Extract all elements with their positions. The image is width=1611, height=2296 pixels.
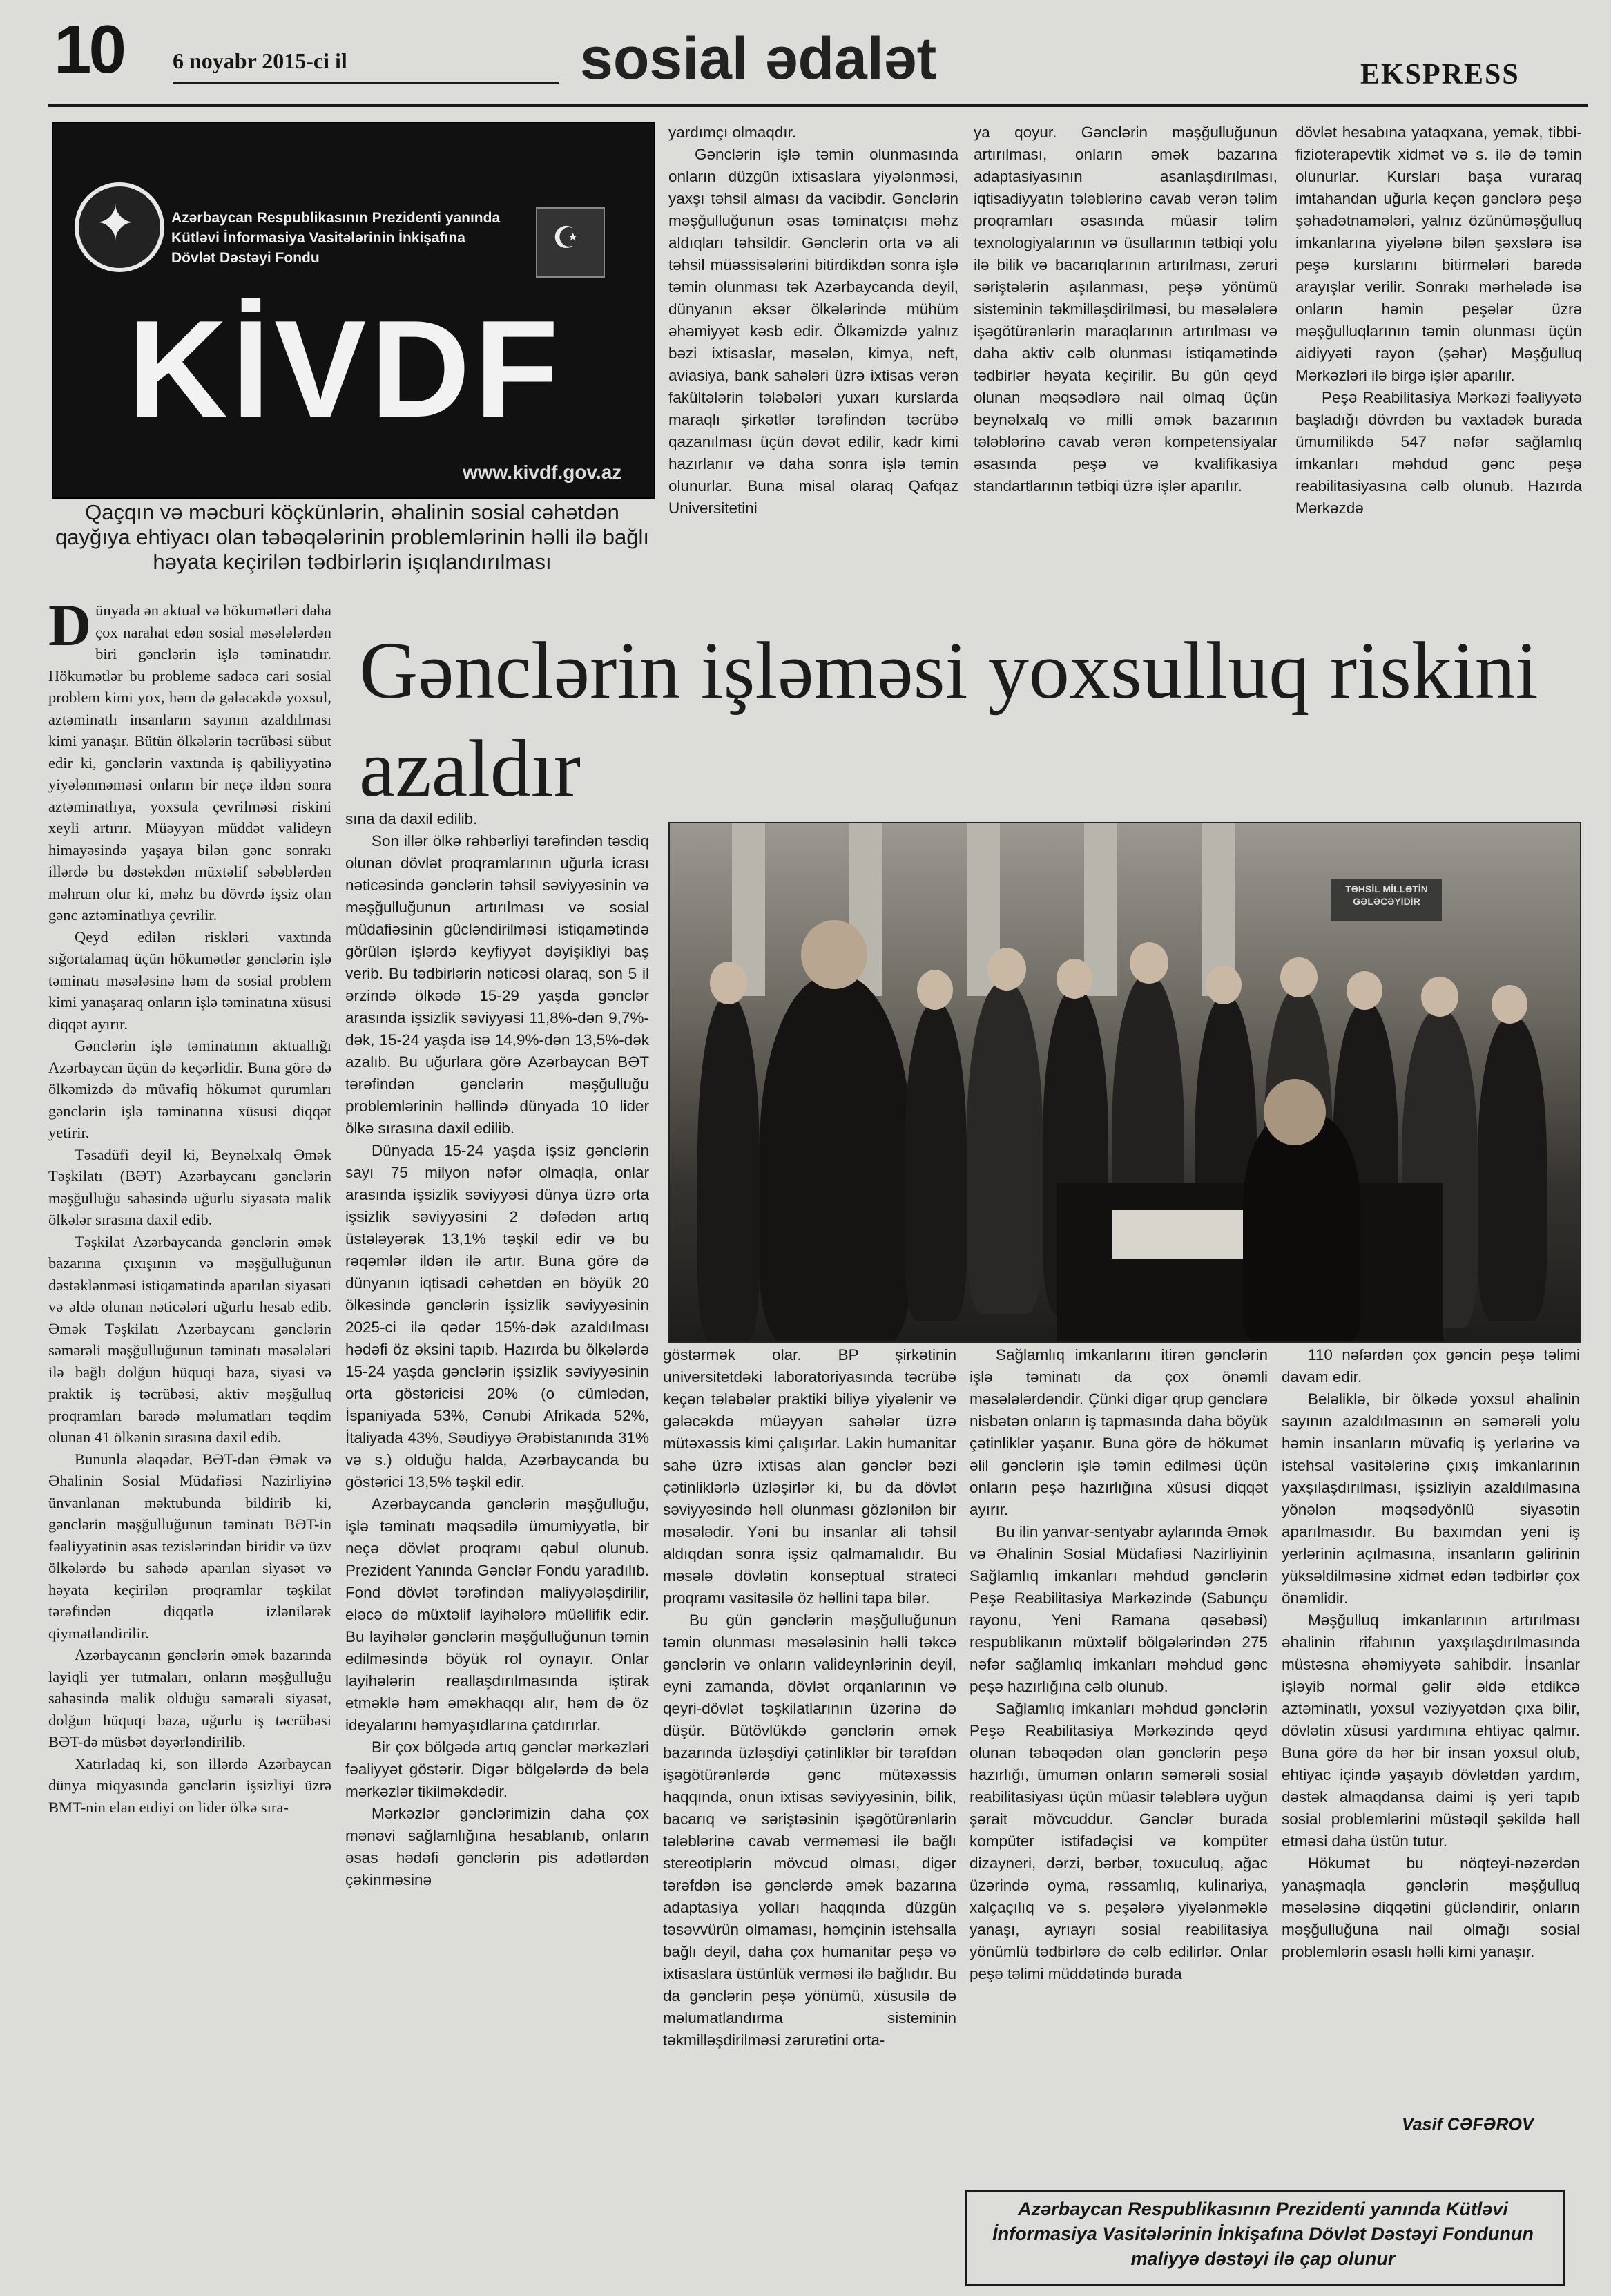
drop-cap: D: [48, 600, 92, 658]
paragraph: Qeyd edilən riskləri vaxtında sığortalamaq üçün hökumətlər gənclərin işlə təminatı məsələsinə həm də sosial problem kimi yanaşaraq onların işlə təminatına xüsusi diqqət ayırır.: [48, 928, 331, 1033]
paragraph: Hökumət bu nöqteyi-nəzərdən yanaşmaqla gənclərin məşğulluq məsələsinə diqqətini gücləndirir, onların məşğulluğuna nail olmağı sosial problemlərin əsaslı həlli kimi yanaşır.: [1282, 1855, 1580, 1960]
newspaper-name: EKSPRESS: [1360, 59, 1520, 90]
paragraph: 110 nəfərdən çox gəncin peşə təlimi davam edir.: [1282, 1346, 1580, 1386]
paragraph: Gənclərin işlə təmin olunmasında onların düzgün ixtisaslara yiyələnməsi, yaxşı təhsil alması da vacibdir. Gənclərin məşğulluğunun əsas təminatçısı məhz aldıqları təhsildir. Gənclərin orta və ali təhsil müəssisələrini bitirdikdən sonra işlə təmin olunması tək Azərbaycanda deyil, dünyanın əksər ölkələrində mühüm əhəmiyyət kəsb edir. Ölkəmizdə yalnız bəzi ixtisaslar, məsələn, kimya, neft, aviasiya, bank sahələri üzrə ixtisas verən fakültələrin tələbələri yuxarı kurslarda maraqlı şirkətlər tərəfindən təcrübə qazanılması üçün dəvət edilir, kadr kimi hazırlanır və daha sonra işlə təmin olunurlar. Buna misal olaraq Qafqaz Universitetini: [668, 146, 958, 517]
crescent-icon: ☪: [552, 220, 580, 256]
fund-name-line: Kütləvi İnformasiya Vasitələrinin İnkişafına: [171, 230, 465, 246]
paragraph: Xatırladaq ki, son illərdə Azərbaycan dünya miqyasında gənclərin işsizliyi üzrə BMT-nin elan etdiyi on lider ölkə sıra-: [48, 1754, 331, 1816]
paragraph: Təsadüfi deyil ki, Beynəlxalq Əmək Təşkilatı (BƏT) Azərbaycanı gənclərin məşğulluğu sahəsində uğurlu siyasətə malik ölkələr sırasına daxil edib.: [48, 1145, 331, 1228]
paragraph: Son illər ölkə rəhbərliyi tərəfindən təsdiq olunan dövlət proqramlarının uğurla icrası nəticəsində gənclərin təhsil səviyyəsinin və məşğulluğunun artırılması və sosial müdafiəsinin gücləndirilməsi istiqamətində görülən işlərdə keyfiyyət dəyişikliyi baş verib. Bu tədbirlərin nəticəsi olaraq, son 5 il ərzində ölkədə 15-29 yaşda gənclər arasında işsizlik səviyyəsi 11,8%-dən 9,7%-dək, 15-24 yaşda isə 14,9%-dən 13,5%-dək azalıb. Bu uğurlara görə Azərbaycan BƏT tərəfindən gənclərin məşğulluğu problemlərinin həllində dünyada 10 lider ölkə sırasına daxil edilib.: [345, 832, 649, 1137]
paragraph: Bir çox bölgədə artıq gənclər mərkəzləri fəaliyyət göstərir. Digər bölgələrdə də belə mərkəzlər tikilməkdədir.: [345, 1739, 649, 1800]
star-icon: ✦: [94, 194, 137, 252]
event-photo: [668, 822, 1581, 1343]
paragraph: göstərmək olar. BP şirkətinin universitetdəki laboratoriyasında təcrübə keçən tələbələr praktiki biliyə yiyələnir və gələcəkdə müəyyən sahələr üzrə mütəxəssis kimi çalışırlar. Lakin humanitar sahə üzrə ixtisas alan gənclər bəzi çətinliklərlə üzləşirlər ki, bu da dövlət səviyyəsində həll olunması gözlənilən bir məsələdir. Yəni bu insanlar ali təhsil aldıqdan sonra işsiz qalmamalıdır. Bu məsələ dövlətin konseptual strateci proqramı vasitəsilə öz həllini tapa bilər.: [663, 1346, 956, 1607]
article-column-5: [1282, 1344, 1580, 2111]
paragraph: Sağlamlıq imkanları məhdud gənclərin Peşə Reabilitasiya Mərkəzində qeyd olunan təbəqədən olan gənclərin peşə hazırlığı, ümumən onların səmərəli sosial reabilitasiyası üçün müasir tələblərə uyğun şərait mövcuddur. Gənclər burada kompüter istifadəçisi və kompüter dizayneri, dərzi, bərbər, toxuculuq, ağac üzərində oyma, rəssamlıq, kulinariya, xalçaçılıq və s. peşələrə yiyələnməklə yanaşı, ayrıayrı sosial reabilitasiya yönümlü tədbirlərə də cəlb edilirlər. Onlar peşə təlimi müddətində burada: [970, 1700, 1268, 1982]
header-divider: [48, 104, 1588, 107]
article-headline: Gənclərin işləməsi yoxsulluq riskini azaldır: [359, 625, 1538, 814]
fund-name-line: Dövlət Dəstəyi Fondu: [171, 250, 320, 266]
article-column-3-top: [974, 122, 1277, 605]
paragraph: Dünyada ən aktual və hökumətləri daha çox narahat edən sosial məsələlərdən biri gənclərin işlə təminatıdır. Hökumətlər bu probleme sadəcə cari sosial problem kimi yox, həm də gələcəkdə yoxsul, aztəminatlı insanların sayının azaldılması kimi yanaşır. Bütün ölkələrin təcrübəsi sübut edir ki, gənclərin vaxtında iş qabiliyyətinə yiyələnməməsi onların bir neçə ildən sonra aztəminatlıya, yoxsula çevrilməsi riskini xeyli artırır. Müəyyən müddət valideyn himayəsində yaşaya bilən gənc sonrakı illərdə bu dəstəkdən müxtəlif səbəblərdən məhrum olur ki, məhz bu dövrdə işsiz olan gənc aztəminatlıya çevrilir.: [48, 600, 331, 924]
article-column-1: [48, 600, 331, 2292]
page-number: 10: [54, 11, 124, 87]
paragraph: ya qoyur. Gənclərin məşğulluğunun artırılması, onların əmək bazarına adaptasiyasının asanlaşdırılması, iqtisadiyyatın tələblərinə cavab verən təlim proqramları əsasında müasir təlim texnologiyalarının və üsullarının tətbiqi yolu ilə bilik və bacarıqlarının artırılması, zəruri səriştələrin aşılanması, peşə yönümü sisteminin təkmilləşdirilməsi, bu məsələlərə işəgötürənlərin maraqlarının artırılması və daha aktiv cəlb olunması istiqamətində tədbirlər həyata keçirilir. Bu gün qeyd olunan məqsədlərə nail olmaq üçün beynəlxalq və milli əmək bazarının tələblərinə cavab verən kompetensiyalar əsasında peşə və kvalifikasiya standartlarının tətbiqi üzrə işlər aparılır.: [974, 124, 1277, 495]
paragraph: Beləliklə, bir ölkədə yoxsul əhalinin sayının azaldılmasının ən səmərəli yolu həmin insanların müvafiq iş yerlərinə və istehsal vasitələrinə çıxış imkanlarının yaxşılaşdırılması, işsizliyin azaldılmasına yönələn məqsədyönlü siyasətin aparılmasıdır. Bu baxımdan yeni iş yerlərinin açılmasına, insanların gəlirinin yüksəldilməsinə xidmət edən tədbirlər çox önəmlidir.: [1282, 1390, 1580, 1607]
paragraph: Məşğulluq imkanlarının artırılması əhalinin rifahının yaxşılaşdırılmasında müstəsna əhəmiyyətə sahibdir. İnsanlar işləyib normal gəlir əldə etdikcə aztəminatlı, yoxsul vəziyyətdən çıxa bilir, dövlətin xüsusi yardımına ehtiyac qalmır. Buna görə də hər bir insan yoxsul olub, ehtiyac içində yaşayıb dövlətdən yardım, dəstək almaqdansa daimi iş yeri tapıb sosial problemlərini müstəqil şəkildə həll etməsi daha üstün tutur.: [1282, 1611, 1580, 1850]
paragraph: Bu gün gənclərin məşğulluğunun təmin olunması məsələsinin həlli təkcə gənclərin və onların valideynlərinin deyil, eyni zamanda, dövlət orqanlarının və qeyri-dövlət təşkilatlarının üzərinə də düşür. Bütövlükdə gənclərin əmək bazarında üzləşdiyi çətinliklər bir tərəfdən işəgötürənlərdə gənc mütəxəssis haqqında, onun ixtisas səviyyəsinin, bilik, bacarıq və səriştəsinin işəgötürənlərin tələblərinə cavab verməməsi ilə bağlı stereotiplərin mövcud olması, digər tərəfdən isə gənclərdə əmək bazarına adaptasiya yolları haqqında düzgün təsəvvürün olmaması, həmçinin istehsalla bağlı deyil, daha çox humanitar peşə və ixtisaslara üstünlük verməsi ilə bağlıdır. Bu da gənclərin peşə yönümü, xüsusilə də məlumatlandırma sisteminin təkmilləşdirilməsi zərurətini orta-: [663, 1611, 956, 2049]
photo-banner-sign: TƏHSİL MİLLƏTİN GƏLƏCƏYİDİR: [1331, 879, 1442, 921]
paragraph: dövlət hesabına yataqxana, yemək, tibbi-fizioterapevtik xidmət və s. ilə də təmin olunurlar. Kursları başa vuraraq imtahandan uğurla keçən gənclərə peşə şəhadətnamələri, yalnız özünüməşğulluq imkanlarına yiyələnə bilən şəxslərə isə peşə kurslarını bitirmələri barədə arayışlar verilir. Sonrakı mərhələdə isə onların həmin peşələr üzrə məşğulluqlarının təmin olunması üçün aidiyyəti rayon (şəhər) Məşğulluq Mərkəzləri ilə birgə işlər aparılır.: [1295, 124, 1582, 384]
paragraph: Peşə Reabilitasiya Mərkəzi fəaliyyətə başladığı dövrdən bu vaxtadək burada ümumilikdə 547 nəfər sağlamlıq imkanları məhdud gənc peşə reabilitasiyasına cəlb olunub. Hazırda Mərkəzdə: [1295, 389, 1582, 517]
paragraph: Mərkəzlər gənclərimizin daha çox mənəvi sağlamlığına hesablanıb, onların əsas hədəfi gənclərin pis adətlərdən çəkinməsinə: [345, 1805, 649, 1888]
article-column-4: [970, 1344, 1268, 2111]
author-byline: Vasif CƏFƏROV: [1402, 2115, 1534, 2134]
paragraph: yardımçı olmaqdır.: [668, 124, 797, 141]
article-column-4-top: [1295, 122, 1582, 619]
article-column-2: [345, 808, 649, 2293]
paragraph: Bu ilin yanvar-sentyabr aylarında Əmək və Əhalinin Sosial Müdafiəsi Nazirliyinin Sağlamlıq imkanları məhdud gənclərin Peşə Reabilitasiya Mərkəzində (Sabunçu rayonu, Yeni Ramana qəsəbəsi) respublikanın müxtəlif bölgələrindən 275 nəfər sağlamlıq imkanları məhdud gənc peşə hazırlığına cəlb olunub.: [970, 1523, 1268, 1695]
sponsor-note: Azərbaycan Respublikasının Prezidenti yanında Kütləvi İnformasiya Vasitələrinin İnkişafına Dövlət Dəstəyi Fondunun maliyyə dəstəyi ilə çap olunur: [992, 2199, 1534, 2269]
header-rule: [173, 82, 559, 84]
paragraph: Gənclərin işlə təminatının aktuallığı Azərbaycan üçün də keçərlidir. Buna görə də ölkəmizdə də müvafiq hökumət qurumları gənclərin işlə təminatına xüsusi diqqət yetirir.: [48, 1037, 331, 1141]
logo-caption: Qaçqın və məcburi köçkünlərin, əhalinin sosial cəhətdən qayğıya ehtiyacı olan təbəqələrinin problemlərinin həlli ilə bağlı həyata keçirilən tədbirlərin işıqlandırılması: [55, 500, 649, 574]
paragraph: Sağlamlıq imkanlarını itirən gənclərin işlə təminatı da çox önəmli məsələlərdəndir. Çünki digər qrup gənclərə nisbətən onların iş tapmasında daha böyük çətinliklər yaşanır. Buna görə də hökumət əlil gənclərin işlə təmin edilməsi üçün onların peşə hazırlığına xüsusi diqqət ayırır.: [970, 1346, 1268, 1518]
paragraph: Bununla əlaqədar, BƏT-dən Əmək və Əhalinin Sosial Müdafiəsi Nazirliyinə ünvanlanan məktubunda bildirib ki, gənclərin məşğulluğunun təminatı BƏT-in fəaliyyətinin əsas tezislərindən biridir və üzv ölkələrdə bu sahədə aparılan siyasət və həyata keçirilən proqramlar təşkilat tərəfindən diqqətlə izlənilərək qiymətləndirilir.: [48, 1450, 331, 1642]
fund-name-line: Azərbaycan Respublikasının Prezidenti yanında: [171, 210, 501, 226]
issue-date: 6 noyabr 2015-ci il: [173, 48, 347, 73]
section-title: sosial ədalət: [580, 26, 937, 92]
article-column-2-top: [668, 122, 958, 605]
logo-url: www.kivdf.gov.az: [463, 461, 622, 483]
article-column-3: [663, 1344, 956, 2293]
paragraph: Azərbaycanda gənclərin məşğulluğu, işlə təminatı məqsədilə ümumiyyətlə, bir neçə dövlət proqramı qəbul olunub. Prezident Yanında Gənclər Fondu yaradılıb. Fond dövlət tərəfindən maliyyələşdirilir, eləcə də müxtəlif layihələrə müəllifik edir. Bu layihələr gənclərin məşğulluğunun təmin edilməsində böyük rol oynayır. Onlar layihələrin reallaşdırılmasında iştirak etməklə həm əməkhaqqı alır, həm də öz ideyalarını həmyaşıdlarına çatdırırlar.: [345, 1495, 649, 1734]
paragraph: Azərbaycanın gənclərin əmək bazarında layiqli yer tutmaları, onların məşğulluğu sahəsində malik olduğu səmərəli siyasət, dolğun hüquqi baza, uğurlu iş təcrübəsi BƏT-də müsbət dəyərləndirilib.: [48, 1646, 331, 1750]
logo-wordmark: KİVDF: [128, 292, 563, 446]
paragraph: Təşkilat Azərbaycanda gənclərin əmək bazarına çıxışının və məşğulluğunun dəstəklənməsi istiqamətində aparılan siyasəti və əldə olunan nəticələri uğurlu hesab edib. Əmək Təşkilatı Azərbaycanı gənclərin səmərəli məşğulluğunun təminatı məsələləri ilə bağlı dolğun hüquqi baza, siyasi və praktik iş təcrübəsi, aktiv məşğulluq proqramları barədə məlumatları təqdim olunan 41 ölkənin sırasına daxil edib.: [48, 1232, 331, 1446]
paragraph: sına da daxil edilib.: [345, 810, 478, 827]
paragraph: Dünyada 15-24 yaşda işsiz gənclərin sayı 75 milyon nəfər olmaqla, onlar arasında işsizlik səviyyəsi dünya üzrə orta işsizlik səviyyəsini 2 dəfədən artıq üstələyərək 13,1% təşkil edir və bu rəqəmlər ildən ilə artır. Buna görə də dünyanın iqtisadi cəhətdən ən böyük 20 ölkəsində gənclərin işsizlik səviyyəsinin 2025-ci ilə qədər 15%-dək azaldılması hədəfi öz əksini tapıb. Hazırda bu ölkələrdə 15-24 yaşda gənclərin işsizlik səviyyəsinin orta göstəricisi 20% (o cümlədən, İspaniyada 53%, Cənubi Afrikada 52%, İtaliyada 43%, Səudiyyə Ərəbistanında 31% və s.) olduğu halda, Azərbaycanda bu göstərici 13,5% təşkil edir.: [345, 1142, 649, 1491]
